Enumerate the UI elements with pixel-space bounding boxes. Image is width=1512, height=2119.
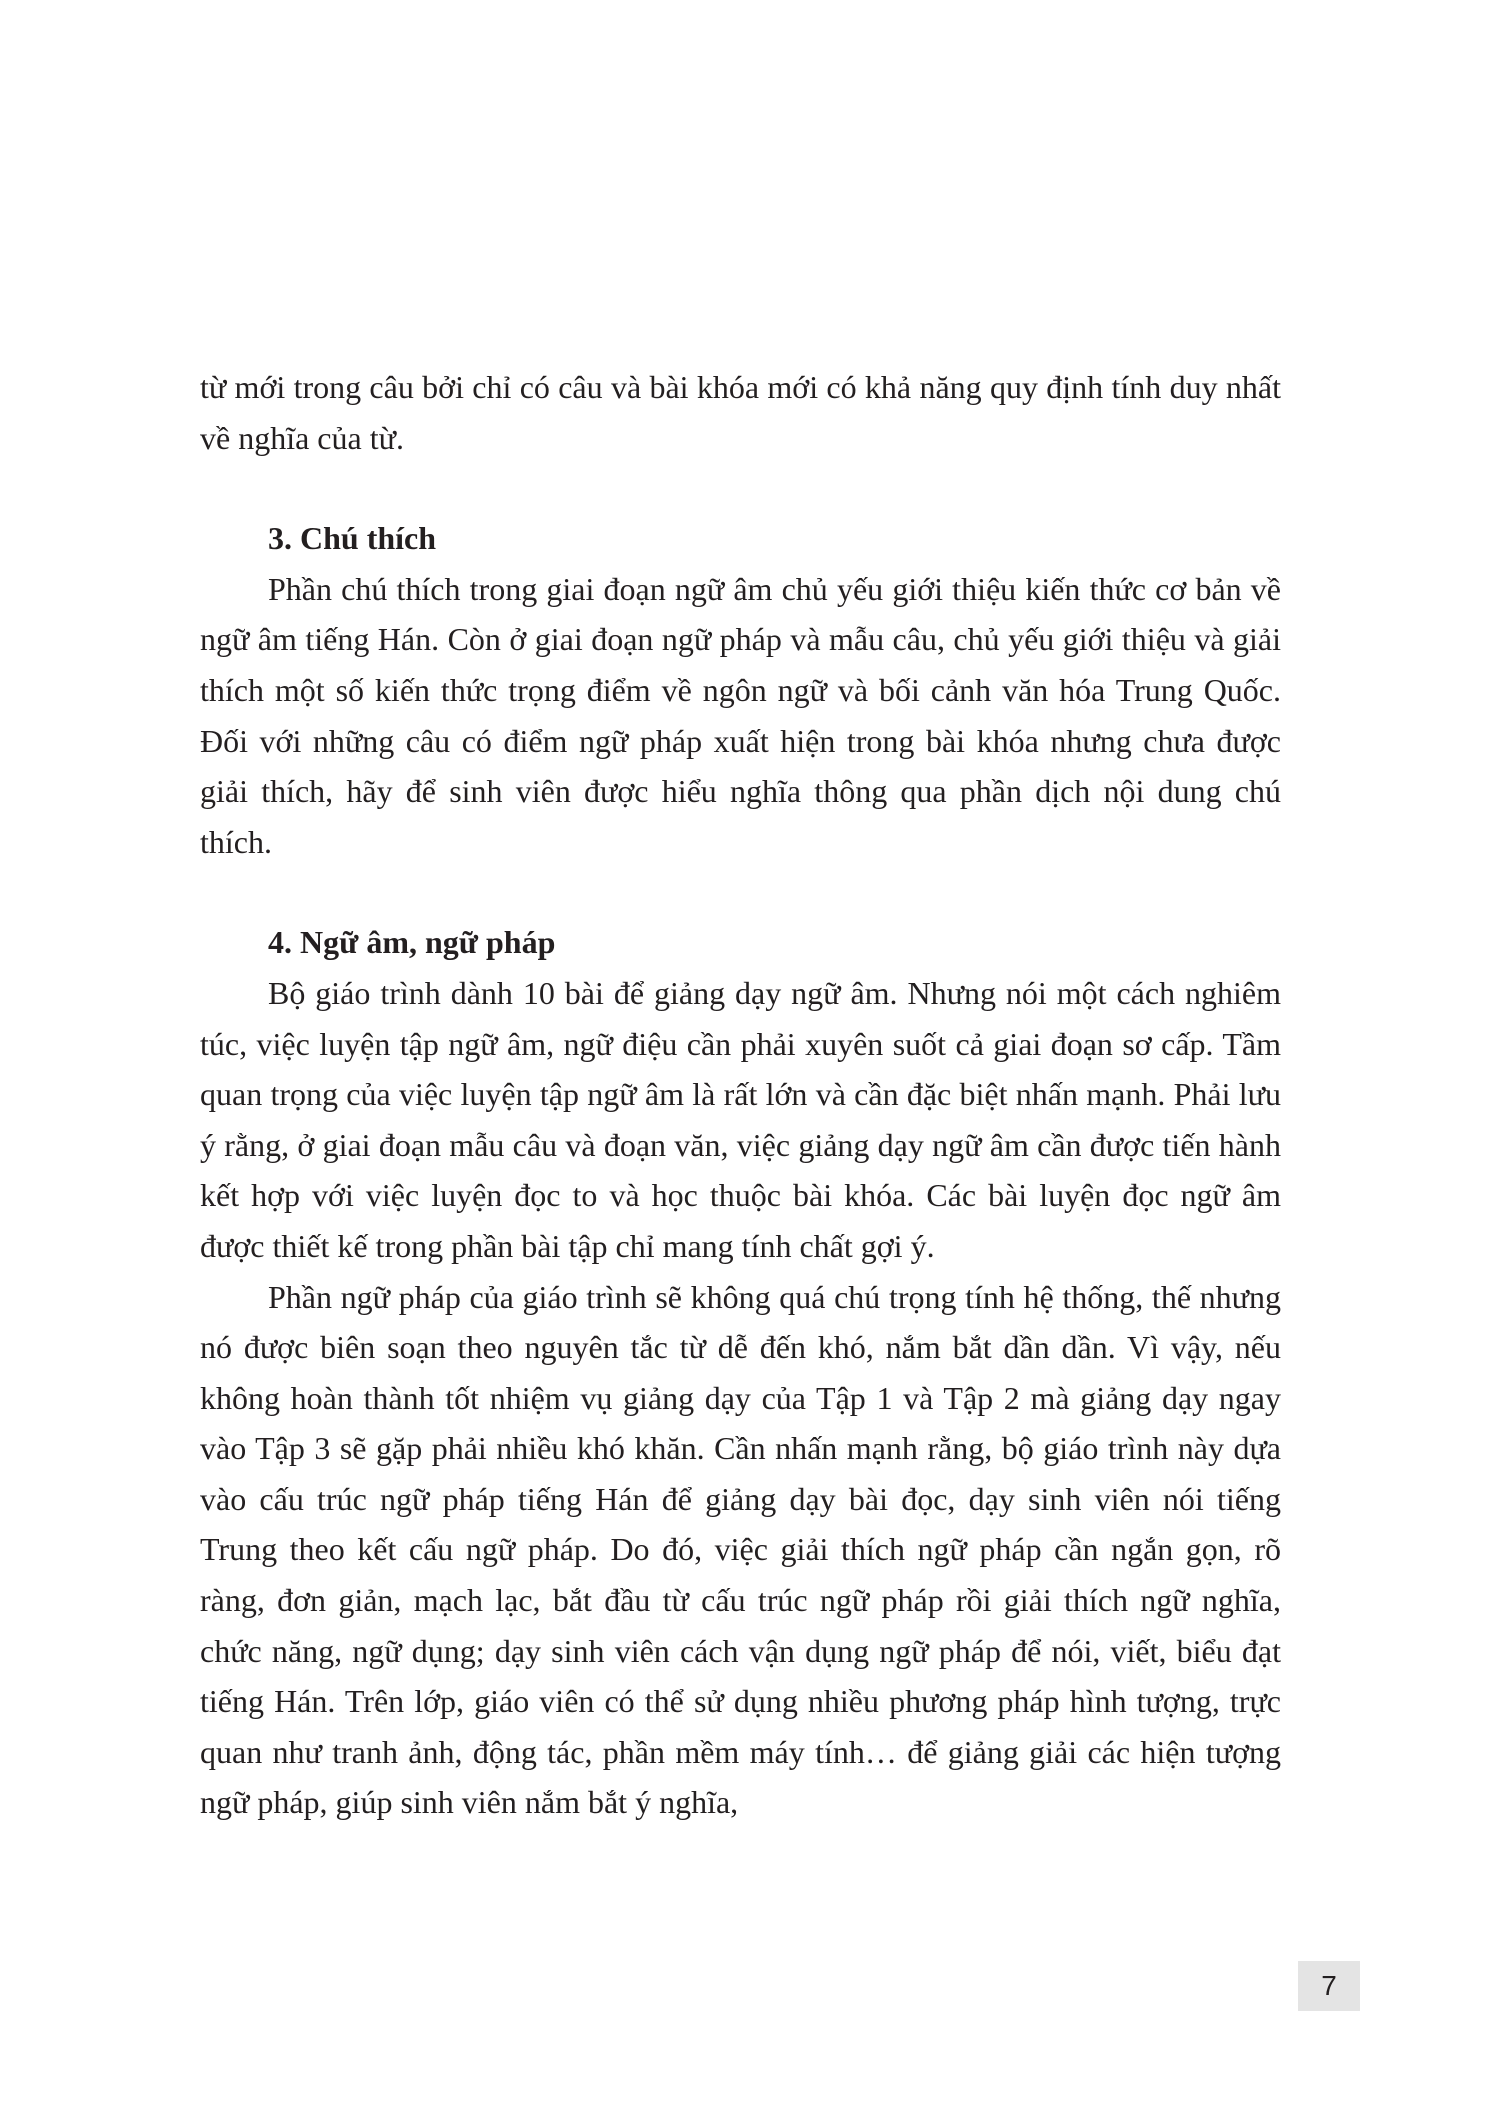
grammar-paragraph: Phần ngữ pháp của giáo trình sẽ không quá chú trọng tính hệ thống, thế nhưng nó được biên soạn theo nguyên tắc từ dễ đến khó, nắm bắt dần dần. Vì vậy, nếu không hoàn thành tốt nhiệm vụ giảng dạy của Tập 1 và Tập 2 mà giảng dạy ngay vào Tập 3 sẽ gặp phải nhiều khó khăn. Cần nhấn mạnh rằng, bộ giáo trình này dựa vào cấu trúc ngữ pháp tiếng Hán để giảng dạy bài đọc, dạy sinh viên nói tiếng Trung theo kết cấu ngữ pháp. Do đó, việc giải thích ngữ pháp cần ngắn gọn, rõ ràng, đơn giản, mạch lạc, bắt đầu từ cấu trúc ngữ pháp rồi giải thích ngữ nghĩa, chức năng, ngữ dụng; dạy sinh viên cách vận dụng ngữ pháp để nói, viết, biểu đạt tiếng Hán. Trên lớp, giáo viên có thể sử dụng nhiều phương pháp hình tượng, trực quan như tranh ảnh, động tác, phần mềm máy tính… để giảng giải các hiện tượng ngữ pháp, giúp sinh viên nắm bắt ý nghĩa, bbox=[200, 1278, 1281, 1821]
section-heading-phonetics-grammar: 4. Ngữ âm, ngữ pháp bbox=[268, 924, 556, 961]
phonetics-paragraph: Bộ giáo trình dành 10 bài để giảng dạy ngữ âm. Nhưng nói một cách nghiêm túc, việc luyện tập ngữ âm, ngữ điệu cần phải xuyên suốt cả giai đoạn sơ cấp. Tầm quan trọng của việc luyện tập ngữ âm là rất lớn và cần đặc biệt nhấn mạnh. Phải lưu ý rằng, ở giai đoạn mẫu câu và đoạn văn, việc giảng dạy ngữ âm cần được tiến hành kết hợp với việc luyện đọc to và học thuộc bài khóa. Các bài luyện đọc ngữ âm được thiết kế trong phần bài tập chỉ mang tính chất gợi ý. bbox=[200, 974, 1281, 1264]
section-spacer bbox=[200, 463, 1281, 513]
section-heading-notes: 3. Chú thích bbox=[268, 520, 437, 557]
intro-paragraph: từ mới trong câu bởi chỉ có câu và bài khóa mới có khả năng quy định tính duy nhất về nghĩa của từ. bbox=[200, 369, 1281, 456]
section-spacer bbox=[200, 867, 1281, 917]
body-text bbox=[200, 362, 1281, 1828]
notes-paragraph: Phần chú thích trong giai đoạn ngữ âm chủ yếu giới thiệu kiến thức cơ bản về ngữ âm tiếng Hán. Còn ở giai đoạn ngữ pháp và mẫu câu, chủ yếu giới thiệu và giải thích một số kiến thức trọng điểm về ngôn ngữ và bối cảnh văn hóa Trung Quốc. Đối với những câu có điểm ngữ pháp xuất hiện trong bài khóa nhưng chưa được giải thích, hãy để sinh viên được hiểu nghĩa thông qua phần dịch nội dung chú thích. bbox=[200, 570, 1281, 860]
page-number: 7 bbox=[1298, 1961, 1360, 2011]
